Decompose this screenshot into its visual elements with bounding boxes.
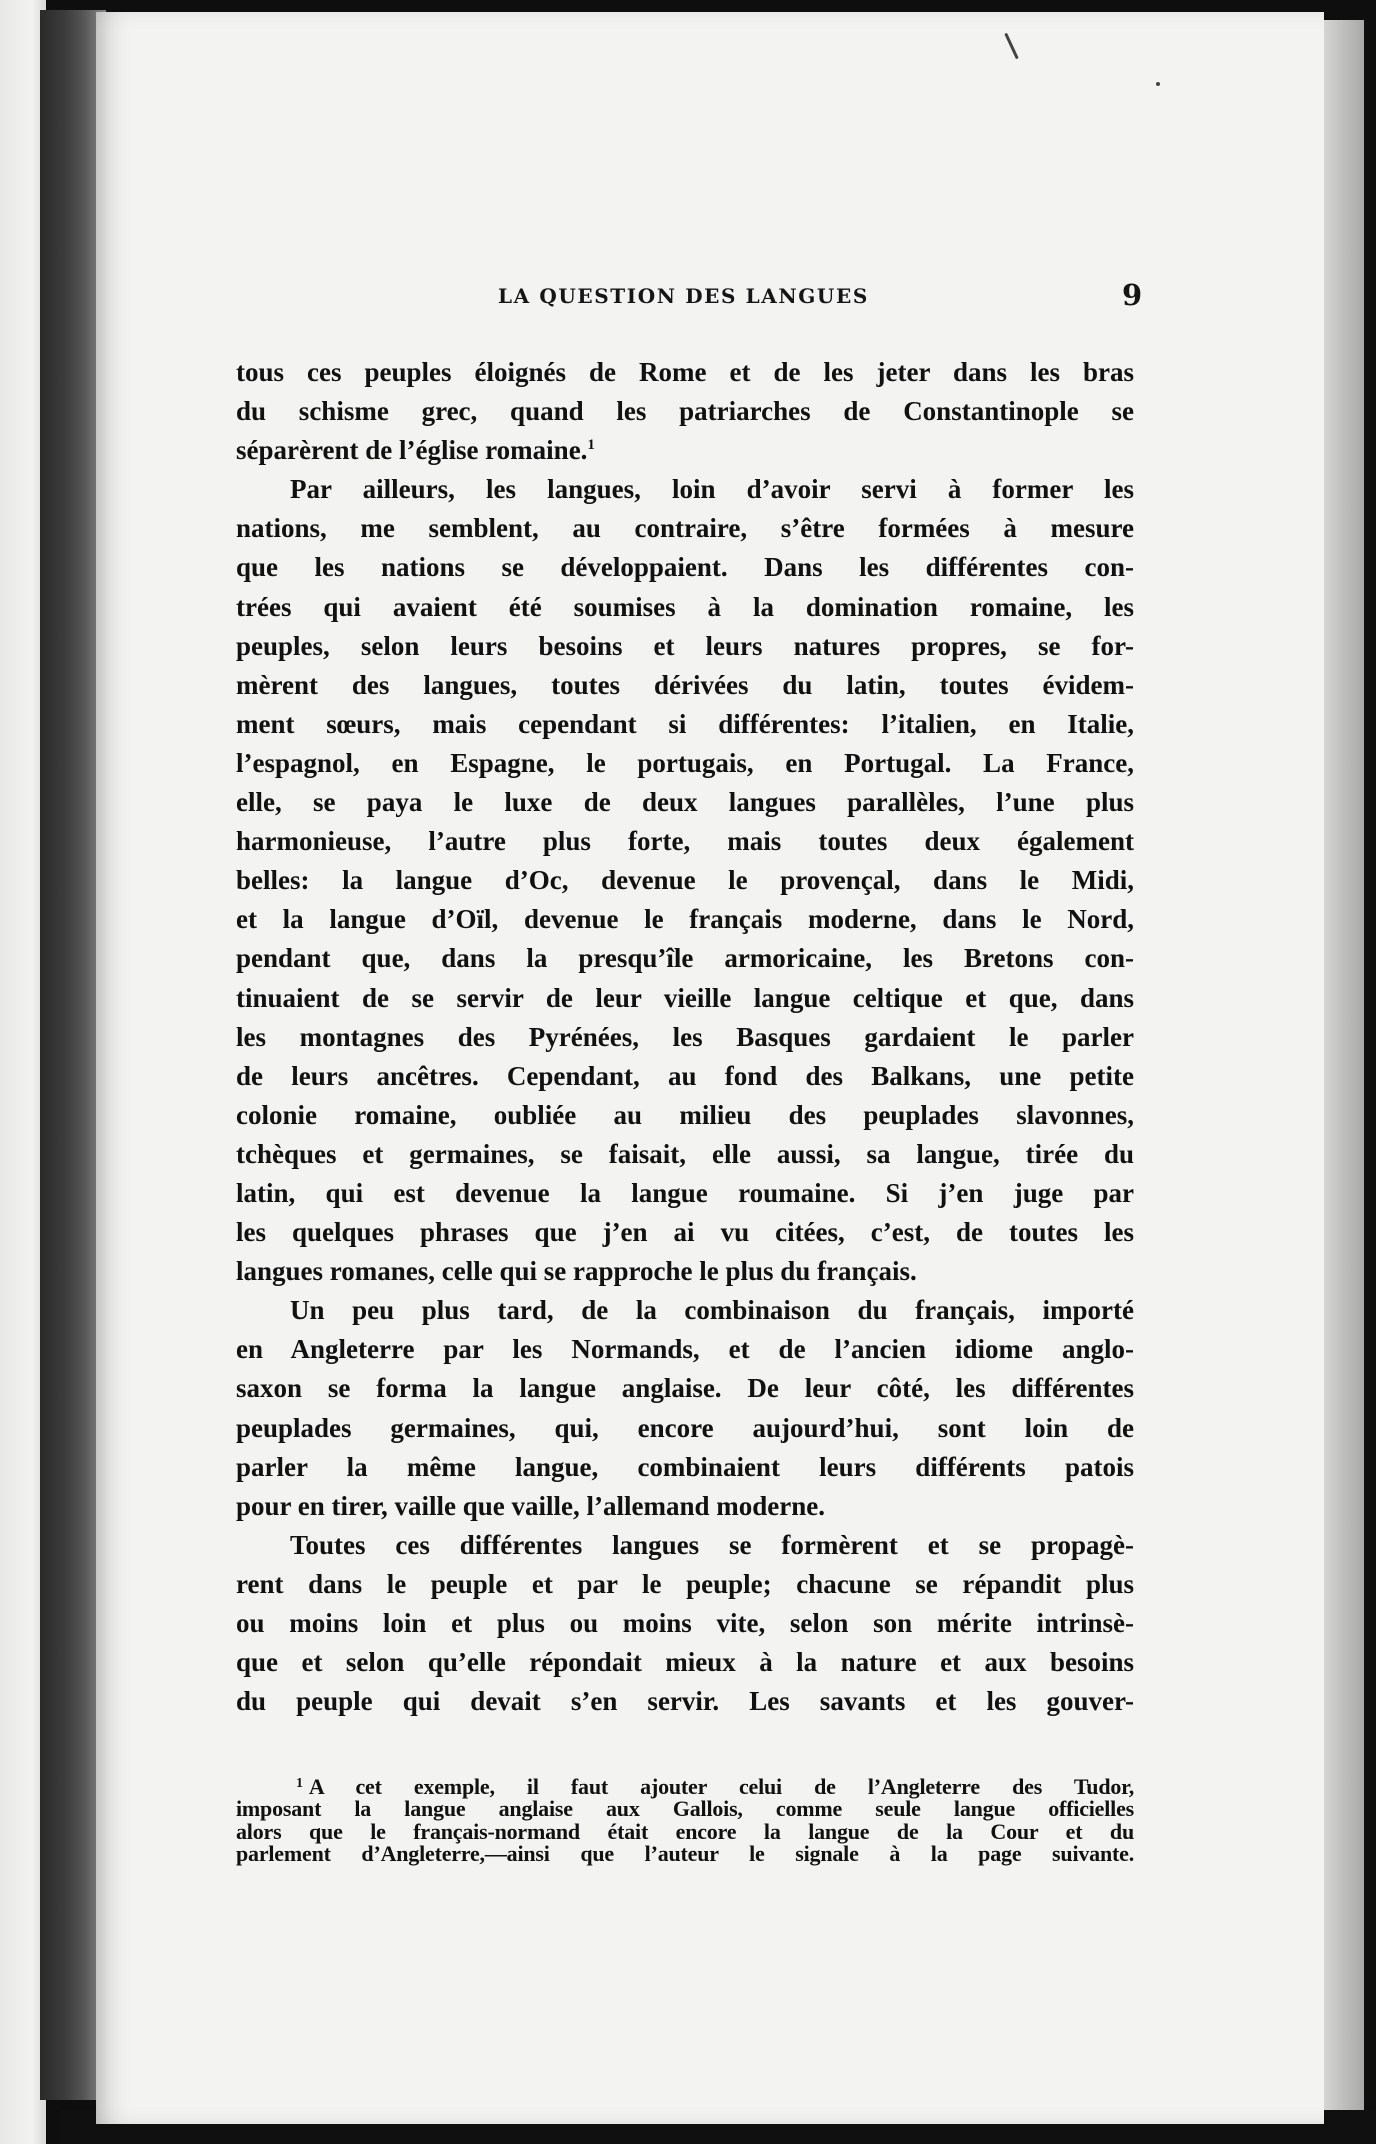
- text-line: rent dans le peuple et par le peuple; chacune se répandit plus: [236, 1568, 1134, 1599]
- scan-speck: [1156, 82, 1160, 86]
- text-line: pour en tirer, vaille que vaille, l’allemand moderne.: [236, 1490, 825, 1521]
- text-line: parler la même langue, combinaient leurs différents patois: [236, 1451, 1134, 1482]
- footnote-marker: 1: [296, 1776, 303, 1791]
- footnote-line: parlement d’Angleterre,—ainsi que l’auteur le signale à la page suivante.: [236, 1841, 1134, 1867]
- page-number: 9: [1122, 278, 1143, 312]
- footnote: [236, 1776, 1134, 1866]
- running-head: [498, 278, 1148, 318]
- text-line: Toutes ces différentes langues se formèrent et se propagè-: [290, 1529, 1134, 1560]
- text-line-content: séparèrent de l’église romaine.: [236, 435, 588, 466]
- text-line: nations, me semblent, au contraire, s’être formées à mesure: [236, 513, 1134, 544]
- text-line: en Angleterre par les Normands, et de l’ancien idiome anglo-: [236, 1334, 1134, 1365]
- text-line: ou moins loin et plus ou moins vite, selon son mérite intrinsè-: [236, 1608, 1134, 1638]
- footnote-line-content: A cet exemple, il faut ajouter celui de l’Angleterre des Tudor,: [308, 1774, 1134, 1799]
- text-line: pendant que, dans la presqu’île armoricaine, les Bretons con-: [236, 943, 1134, 974]
- text-line: latin, qui est devenue la langue roumaine. Si j’en juge par: [236, 1177, 1134, 1208]
- text-line: du peuple qui devait s’en servir. Les savants et les gouver-: [236, 1686, 1134, 1717]
- running-title: LA QUESTION DES LANGUES: [498, 284, 869, 308]
- footnote-line: [236, 1776, 1134, 1798]
- footnote-reference: 1: [587, 437, 595, 454]
- text-line: peuples, selon leurs besoins et leurs natures propres, se for-: [236, 630, 1134, 661]
- text-line: Par ailleurs, les langues, loin d’avoir servi à former les: [290, 474, 1134, 505]
- text-line: que les nations se développaient. Dans les différentes con-: [236, 552, 1134, 583]
- text-line: les quelques phrases que j’en ai vu citées, c’est, de toutes les: [236, 1217, 1134, 1248]
- text-line: Un peu plus tard, de la combinaison du français, importé: [290, 1295, 1134, 1326]
- scan-speck: [1004, 33, 1019, 60]
- text-line: tous ces peuples éloignés de Rome et de les jeter dans les bras: [236, 357, 1134, 387]
- text-line: de leurs ancêtres. Cependant, au fond des Balkans, une petite: [236, 1060, 1134, 1091]
- text-line: l’espagnol, en Espagne, le portugais, en Portugal. La France,: [236, 747, 1134, 778]
- text-line: harmonieuse, l’autre plus forte, mais toutes deux également: [236, 826, 1134, 857]
- text-line: peuplades germaines, qui, encore aujourd’hui, sont loin de: [236, 1412, 1134, 1443]
- body-text: [236, 353, 1134, 1753]
- text-line: les montagnes des Pyrénées, les Basques gardaient le parler: [236, 1021, 1134, 1052]
- text-line: [236, 431, 1134, 470]
- text-line: tinuaient de se servir de leur vieille langue celtique et que, dans: [236, 982, 1134, 1013]
- text-line: saxon se forma la langue anglaise. De leur côté, les différentes: [236, 1373, 1134, 1404]
- text-line: ment sœurs, mais cependant si différentes: l’italien, en Italie,: [236, 708, 1134, 739]
- text-line: colonie romaine, oubliée au milieu des peuplades slavonnes,: [236, 1099, 1134, 1130]
- footnote-line: alors que le français-normand était encore la langue de la Cour et du: [236, 1818, 1134, 1844]
- text-line: langues romanes, celle qui se rapproche le plus du français.: [236, 1256, 917, 1287]
- text-line: belles: la langue d’Oc, devenue le provençal, dans le Midi,: [236, 865, 1134, 896]
- text-line: du schisme grec, quand les patriarches de Constantinople se: [236, 396, 1134, 427]
- text-line: que et selon qu’elle répondait mieux à la nature et aux besoins: [236, 1647, 1134, 1678]
- page-fore-edge: [1322, 20, 1364, 2120]
- text-line: trées qui avaient été soumises à la domination romaine, les: [236, 591, 1134, 622]
- footnote-line: imposant la langue anglaise aux Gallois, comme seule langue officielles: [236, 1796, 1134, 1822]
- text-line: et la langue d’Oïl, devenue le français moderne, dans le Nord,: [236, 904, 1134, 935]
- text-line: elle, se paya le luxe de deux langues parallèles, l’une plus: [236, 787, 1134, 818]
- text-line: mèrent des langues, toutes dérivées du latin, toutes évidem-: [236, 669, 1134, 700]
- text-line: tchèques et germaines, se faisait, elle aussi, sa langue, tirée du: [236, 1138, 1134, 1169]
